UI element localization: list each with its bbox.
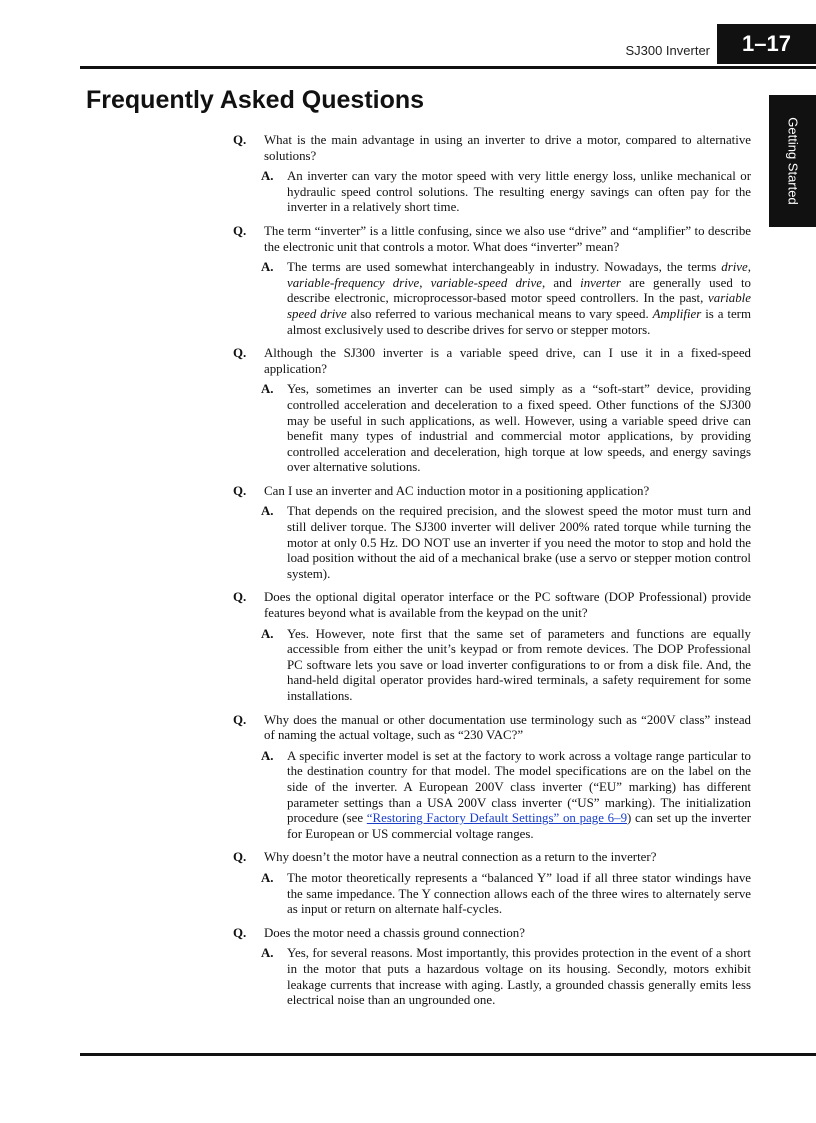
faq-item — [233, 484, 751, 583]
question-row — [233, 590, 751, 621]
answer-marker: A. — [261, 169, 274, 184]
answer-text — [287, 260, 751, 338]
question-row — [233, 224, 751, 255]
answer-term: variable-frequency drive — [287, 275, 420, 290]
question-text: Can I use an inverter and AC induction motor in a positioning application? — [264, 483, 650, 498]
answer-row — [233, 871, 751, 918]
faq-item — [233, 850, 751, 917]
answer-row — [233, 627, 751, 705]
faq-item — [233, 926, 751, 1009]
answer-text-run: , — [419, 275, 431, 290]
answer-marker: A. — [261, 626, 274, 641]
answer-text: An inverter can vary the motor speed with very little energy loss, unlike mechanical or hydraulic speed control solutions. The resulting energy savings can often pay for the inverter in a relatively short time. — [287, 169, 751, 215]
question-text: What is the main advantage in using an inverter to drive a motor, compared to alternative solutions? — [264, 133, 751, 163]
answer-row — [233, 946, 751, 1008]
question-row — [233, 133, 751, 164]
question-text: Why does the manual or other documentation use terminology such as “200V class” instead of naming the actual voltage, such as “230 VAC?” — [264, 712, 751, 743]
chapter-side-tab-label: Getting Started — [785, 117, 801, 205]
answer-text-run: , — [747, 260, 751, 275]
question-text: Does the motor need a chassis ground connection? — [264, 925, 525, 940]
question-marker: Q. — [233, 590, 247, 605]
answer-marker: A. — [261, 504, 274, 519]
page-number-tab: 1–17 — [717, 24, 816, 64]
question-marker: Q. — [233, 133, 247, 147]
answer-text-run: The terms are used somewhat interchangeably in industry. Nowadays, the terms — [287, 260, 722, 275]
section-title: Frequently Asked Questions — [86, 86, 425, 114]
header-rule — [80, 66, 816, 69]
faq-item — [233, 133, 751, 216]
answer-text-run: is a term almost exclusively used to describe drives for servo or stepper motors. — [287, 306, 751, 337]
answer-term: Amplifier — [652, 306, 702, 321]
answer-term: inverter — [580, 275, 621, 290]
answer-marker: A. — [261, 382, 274, 397]
question-marker: Q. — [233, 223, 247, 238]
question-row — [233, 713, 751, 744]
question-marker: Q. — [233, 850, 247, 865]
answer-text-run: , and — [541, 275, 581, 290]
answer-text-run: ) can set up the inverter for European or US commercial voltage ranges. — [287, 811, 751, 841]
faq-item — [233, 590, 751, 704]
answer-text: The motor theoretically represents a “balanced Y” load if all three stator windings have the same impedance. The Y connection allows each of the three wires to alternately serve as input or return on alternate half-cycles. — [287, 870, 751, 917]
answer-marker: A. — [261, 260, 274, 275]
faq-item — [233, 224, 751, 338]
answer-row — [233, 382, 751, 476]
question-text: Why doesn’t the motor have a neutral connection as a return to the inverter? — [264, 850, 657, 865]
faq-list — [233, 133, 751, 1017]
answer-text: Yes. However, note first that the same set of parameters and functions are equally accessible from either the unit’s keypad or from remote devices. The DOP Professional PC software lets you save or load inverter configurations to or from a disk file. And, the hand-held digital operator provides hard-wired terminals, a safety requirement for some installations. — [287, 626, 751, 703]
question-text: The term “inverter” is a little confusing, since we also use “drive” and “amplifier” to describe the electronic unit that controls a motor. What does “inverter” mean? — [264, 223, 751, 254]
question-row — [233, 850, 751, 866]
question-marker: Q. — [233, 925, 247, 940]
question-marker: Q. — [233, 712, 247, 727]
answer-row — [233, 169, 751, 216]
answer-text-run: are generally used to describe electronic, microprocessor-based motor speed controllers. In the past, — [287, 275, 751, 306]
header-product-name: SJ300 Inverter — [625, 43, 710, 58]
answer-term: variable-speed drive — [430, 275, 542, 290]
question-row — [233, 484, 751, 500]
answer-marker: A. — [261, 946, 274, 961]
answer-text-run: also referred to various mechanical means to vary speed. — [346, 306, 653, 321]
answer-text: Yes, sometimes an inverter can be used simply as a “soft-start” device, providing controlled acceleration and deceleration to a fixed speed. Other functions of the SJ300 may be useful in such applications, as well. However, using a variable speed drive can benefit many types of industrial and commercial motor applications, by providing controlled acceleration and deceleration, high torque at low speeds, and energy savings over alternative solutions. — [287, 382, 751, 475]
answer-text: Yes, for several reasons. Most importantly, this provides protection in the event of a short in the motor that puts a hazardous voltage on its housing. Secondly, motors exhibit leakage currents that increase with aging. Lastly, a grounded chassis generally emits less electrical noise than an ungrounded one. — [287, 946, 751, 1008]
question-text: Does the optional digital operator interface or the PC software (DOP Professional) provide features beyond what is available from the keypad on the unit? — [264, 590, 751, 621]
answer-marker: A. — [261, 870, 274, 885]
answer-text — [287, 749, 751, 843]
answer-term: variable speed drive — [287, 291, 751, 321]
answer-row — [233, 749, 751, 843]
question-row — [233, 926, 751, 942]
answer-text-run: A specific inverter model is set at the factory to work across a voltage range particular to the destination country for that model. The model specifications are on the label on the side of the inverter. A European 200V class inverter (“EU” marking) has different parameter settings than a USA 200V class inverter (“US” marking). The initialization procedure (see — [287, 748, 751, 826]
faq-item — [233, 346, 751, 476]
factory-defaults-link[interactable]: “Restoring Factory Default Settings” on page 6–9 — [366, 811, 628, 826]
question-marker: Q. — [233, 346, 247, 361]
question-row — [233, 346, 751, 377]
answer-row — [233, 260, 751, 338]
answer-marker: A. — [261, 748, 274, 763]
answer-row — [233, 504, 751, 582]
answer-term: drive — [721, 260, 748, 275]
answer-text: That depends on the required precision, and the slowest speed the motor must turn and still deliver torque. The SJ300 inverter will deliver 200% rated torque while turning the motor at only 0.5 Hz. DO NOT use an inverter if you need the motor to stop and hold the load position without the aid of a mechanical brake (use a servo or stepper motion control system). — [287, 504, 751, 581]
footer-rule — [80, 1053, 816, 1056]
faq-item — [233, 713, 751, 843]
question-text: Although the SJ300 inverter is a variable speed drive, can I use it in a fixed-speed application? — [264, 346, 751, 376]
question-marker: Q. — [233, 483, 247, 498]
